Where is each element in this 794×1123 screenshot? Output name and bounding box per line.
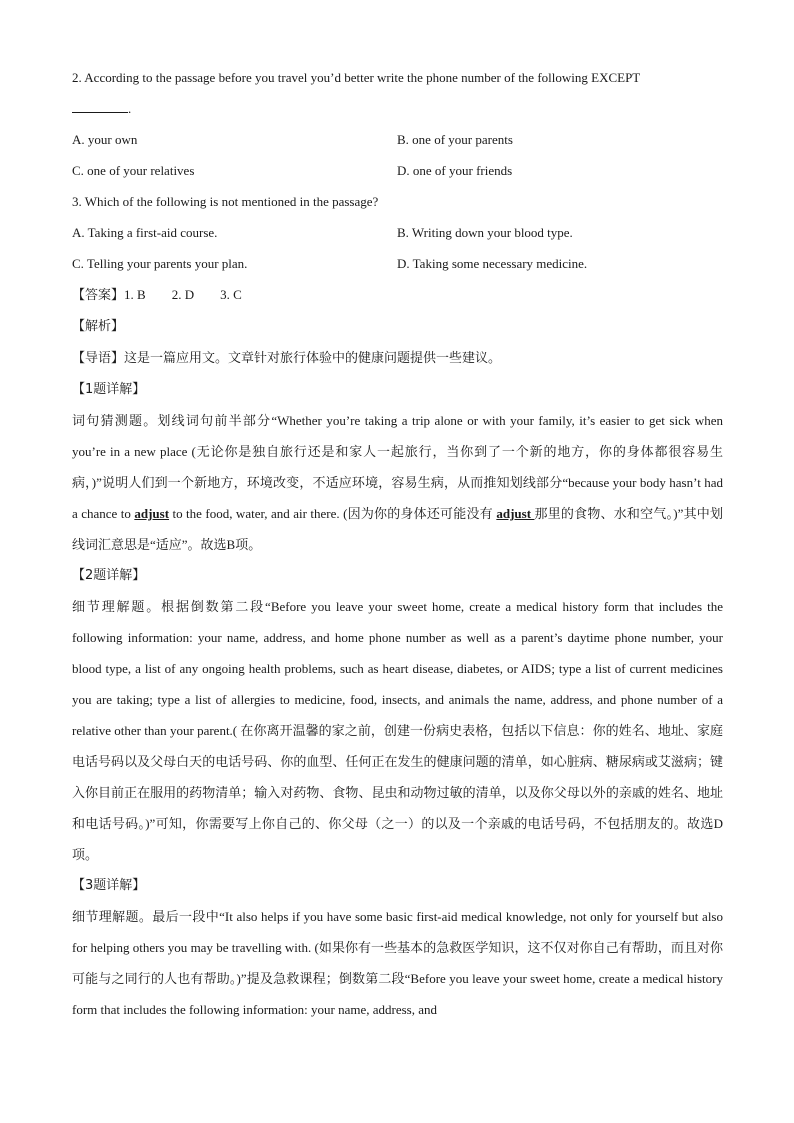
option-2a: A. your own	[72, 132, 138, 147]
answer-blank	[72, 94, 128, 113]
option-2b: B. one of your parents	[397, 132, 513, 147]
paragraph-text: 那里的食物、水和空气。)”其中划线词汇意思是“适应”。故选B项。	[72, 506, 723, 552]
question-2-stem: 2. According to the passage before you travel you’d better write the phone number of the following EXCEPT	[72, 70, 641, 85]
answer-line	[72, 279, 723, 311]
paragraph-text: to the food, water, and air there. (因为你的身体还可能没有	[169, 506, 497, 521]
guide-label: 【导语】	[72, 351, 125, 366]
option-3c: C. Telling your parents your plan.	[72, 256, 248, 271]
paragraph-text: 细节理解题。最后一段中“It also helps if you have some basic first-aid medical knowledge, not only for yourself but also for helping others you may be travelling with. (如果你有一些基本的急救医学知识，这不仅对你自己有帮助，而且对你可能与之同行的人也有帮助。)”提及急救课程；倒数第二段“Before you leave your sweet home, create a medical history form that includes the following information: your name, address, and	[72, 909, 723, 1017]
guide-line	[72, 342, 723, 374]
question-2-options-row-1	[72, 124, 723, 155]
option-2c: C. one of your relatives	[72, 163, 195, 178]
question-2-stem-end: .	[128, 101, 132, 116]
detail-1-paragraph	[72, 405, 723, 560]
option-3d: D. Taking some necessary medicine.	[397, 256, 588, 271]
answer-item-2: 2. D	[171, 287, 195, 302]
option-3a: A. Taking a first-aid course.	[72, 225, 218, 240]
question-3-options-row-2	[72, 248, 723, 279]
option-2d: D. one of your friends	[397, 163, 513, 178]
question-3-stem: 3. Which of the following is not mentioned in the passage?	[72, 194, 379, 209]
answer-item-3: 3. C	[220, 287, 242, 302]
question-2-blank-line	[72, 93, 723, 124]
detail-1-label: 【1题详解】	[72, 382, 146, 397]
underlined-keyword: adjust	[134, 506, 170, 521]
question-2-options-row-2	[72, 155, 723, 186]
paragraph-text: 细节理解题。根据倒数第二段“Before you leave your sweet home, create a medical history form that includes the following information: your name, address, and home phone number as well as a parent’s daytime phone number, your blood type, a list of any ongoing health problems, such as heart disease, diabetes, or AIDS; type a list of current medicines you are taking; type a list of allergies to medicine, food, insects, and animals the name, address, and phone number of a relative other than your parent.( 在你离开温馨的家之前，创建一份病史表格，包括以下信息：你的姓名、地址、家庭电话号码以及父母白天的电话号码、你的血型、任何正在发生的健康问题的清单，如心脏病、糖尿病或艾滋病；键入你目前正在服用的药物清单；输入对药物、食物、昆虫和动物过敏的清单，以及你父母以外的亲戚的姓名、地址和电话号码。)”可知，你需要写上你自己的、你父母（之一）的以及一个亲戚的电话号码，不包括朋友的。故选D项。	[72, 599, 723, 862]
answer-item-1: 1. B	[124, 287, 146, 302]
detail-3-paragraph	[72, 901, 723, 1025]
analysis-label: 【解析】	[72, 319, 125, 334]
option-3b: B. Writing down your blood type.	[397, 225, 573, 240]
paragraph-text: 词句猜测题。划线词句前半部分“Whether you’re taking a trip alone or with your family, it’s easier to get sick when you’re in a new place (无论你是独自旅行还是和家人一起旅行，当你到了一个新的地方，你的身体都很容易生病，)”说明人们到一个新地方，环境改变，不适应环境，容易生病，从而推知划线部分“because your body hasn’t had a chance to	[72, 413, 723, 521]
answer-label: 【答案】	[72, 288, 125, 303]
question-3-options-row-1	[72, 217, 723, 248]
underlined-keyword: adjust	[496, 506, 535, 521]
detail-2-label: 【2题详解】	[72, 568, 146, 583]
detail-3-label: 【3题详解】	[72, 878, 146, 893]
guide-text: 这是一篇应用文。文章针对旅行体验中的健康问题提供一些建议。	[124, 351, 502, 366]
detail-2-paragraph	[72, 591, 723, 870]
document-page	[72, 62, 723, 1025]
